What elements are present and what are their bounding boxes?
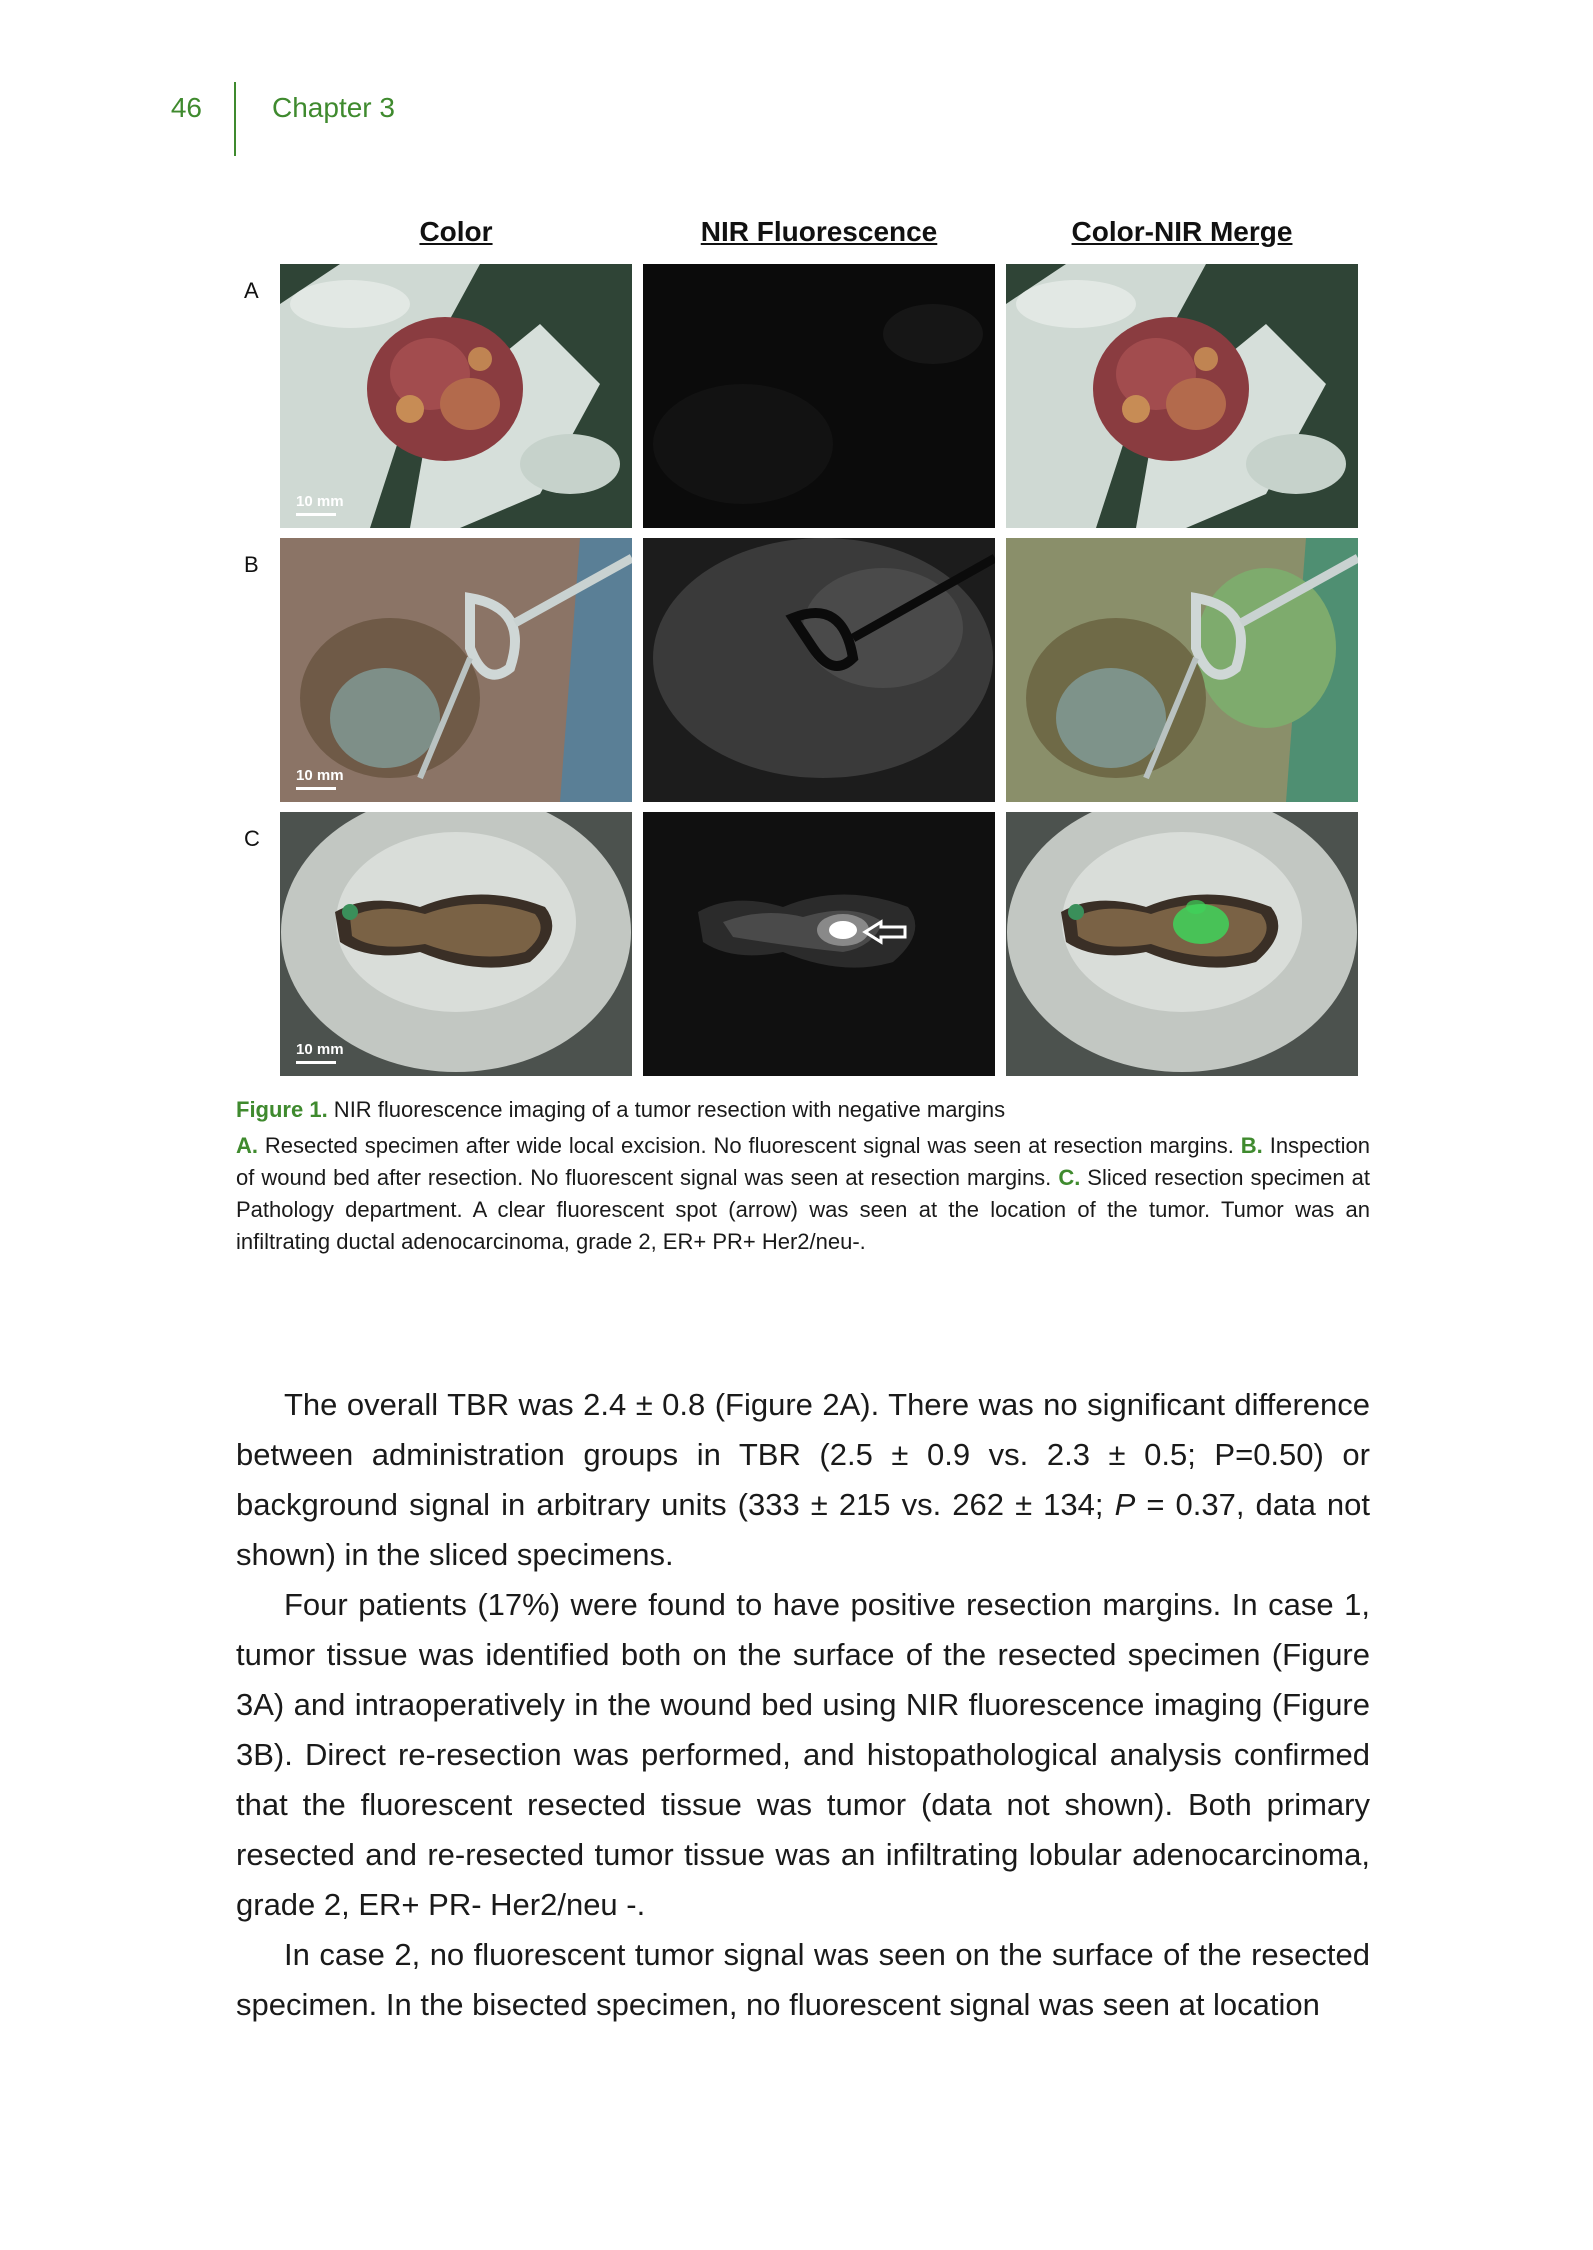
caption-label-a: A. xyxy=(236,1133,258,1158)
scale-bar: 10 mm xyxy=(296,1041,344,1064)
panel-a-color xyxy=(280,264,632,528)
panel-c-color xyxy=(280,812,632,1076)
p-value-symbol: P xyxy=(1114,1487,1136,1522)
row-label-b: B xyxy=(244,552,259,577)
column-label-nir: NIR Fluorescence xyxy=(700,216,938,247)
paragraph-1 xyxy=(236,1380,1370,1580)
page-header xyxy=(0,0,1593,160)
header-divider xyxy=(234,82,236,156)
column-label-color: Color xyxy=(419,216,493,247)
scale-bar: 10 mm xyxy=(296,493,344,516)
panel-b-merge xyxy=(1006,538,1358,802)
paragraph-2: Four patients (17%) were found to have positive resection margins. In case 1, tumor tissue was identified both on the surface of the resected specimen (Figure 3A) and intraoperatively in the wound bed using NIR fluorescence imaging (Figure 3B). Direct re-resection was performed, and histopathological analysis confirmed that the fluorescent resected tissue was tumor (data not shown). Both primary resected and re-resected tumor tissue was an infiltrating lobular adenocarcinoma, grade 2, ER+ PR- Her2/neu -. xyxy=(236,1587,1370,1922)
figure-1 xyxy=(0,200,1593,1080)
panel-a-nir xyxy=(643,264,995,528)
caption-text-b: Inspection of wound bed after resection. No fluorescent signal was seen at resection margins. xyxy=(236,1133,1370,1190)
panel-b-color xyxy=(280,538,632,802)
caption-text-a: Resected specimen after wide local excision. No fluorescent signal was seen at resection margins. xyxy=(258,1133,1241,1158)
caption-title xyxy=(236,1094,1370,1126)
caption-body xyxy=(236,1130,1370,1258)
scale-bar: 10 mm xyxy=(296,767,344,790)
figure-caption xyxy=(236,1094,1370,1258)
caption-title-text: NIR fluorescence imaging of a tumor resection with negative margins xyxy=(327,1097,1006,1122)
chapter-title: Chapter 3 xyxy=(272,92,395,123)
caption-label-b: B. xyxy=(1240,1133,1263,1158)
column-label-merge: Color-NIR Merge xyxy=(1071,216,1293,247)
caption-label-c: C. xyxy=(1058,1165,1081,1190)
caption-text-c: Sliced resection specimen at Pathology department. A clear fluorescent spot (arrow) was seen at the location of the tumor. Tumor was an infiltrating ductal adenocarcinoma, grade 2, ER+ PR+ Her2/neu-. xyxy=(236,1165,1370,1254)
body-text xyxy=(236,1380,1370,2030)
page-number: 46 xyxy=(170,92,202,123)
panel-b-nir xyxy=(643,538,995,802)
paragraph-1-end: = 0.37, data not shown) in the sliced specimens. xyxy=(236,1487,1370,1572)
paragraph-1-text: The overall TBR was 2.4 ± 0.8 (Figure 2A). There was no significant difference between administration groups in TBR (2.5 ± 0.9 vs. 2.3 ± 0.5; P=0.50) or background signal in arbitrary units (333 ± 215 vs. 262 ± 134; xyxy=(236,1387,1370,1522)
row-label-c: C xyxy=(244,826,260,851)
panel-a-merge xyxy=(1006,264,1358,528)
row-label-a: A xyxy=(244,278,259,303)
panel-c-nir xyxy=(643,812,995,1076)
figure-label: Figure 1. xyxy=(236,1097,328,1122)
panel-c-merge xyxy=(1006,812,1358,1076)
paragraph-3: In case 2, no fluorescent tumor signal was seen on the surface of the resected specimen. In the bisected specimen, no fluorescent signal was seen at location xyxy=(236,1937,1370,2022)
